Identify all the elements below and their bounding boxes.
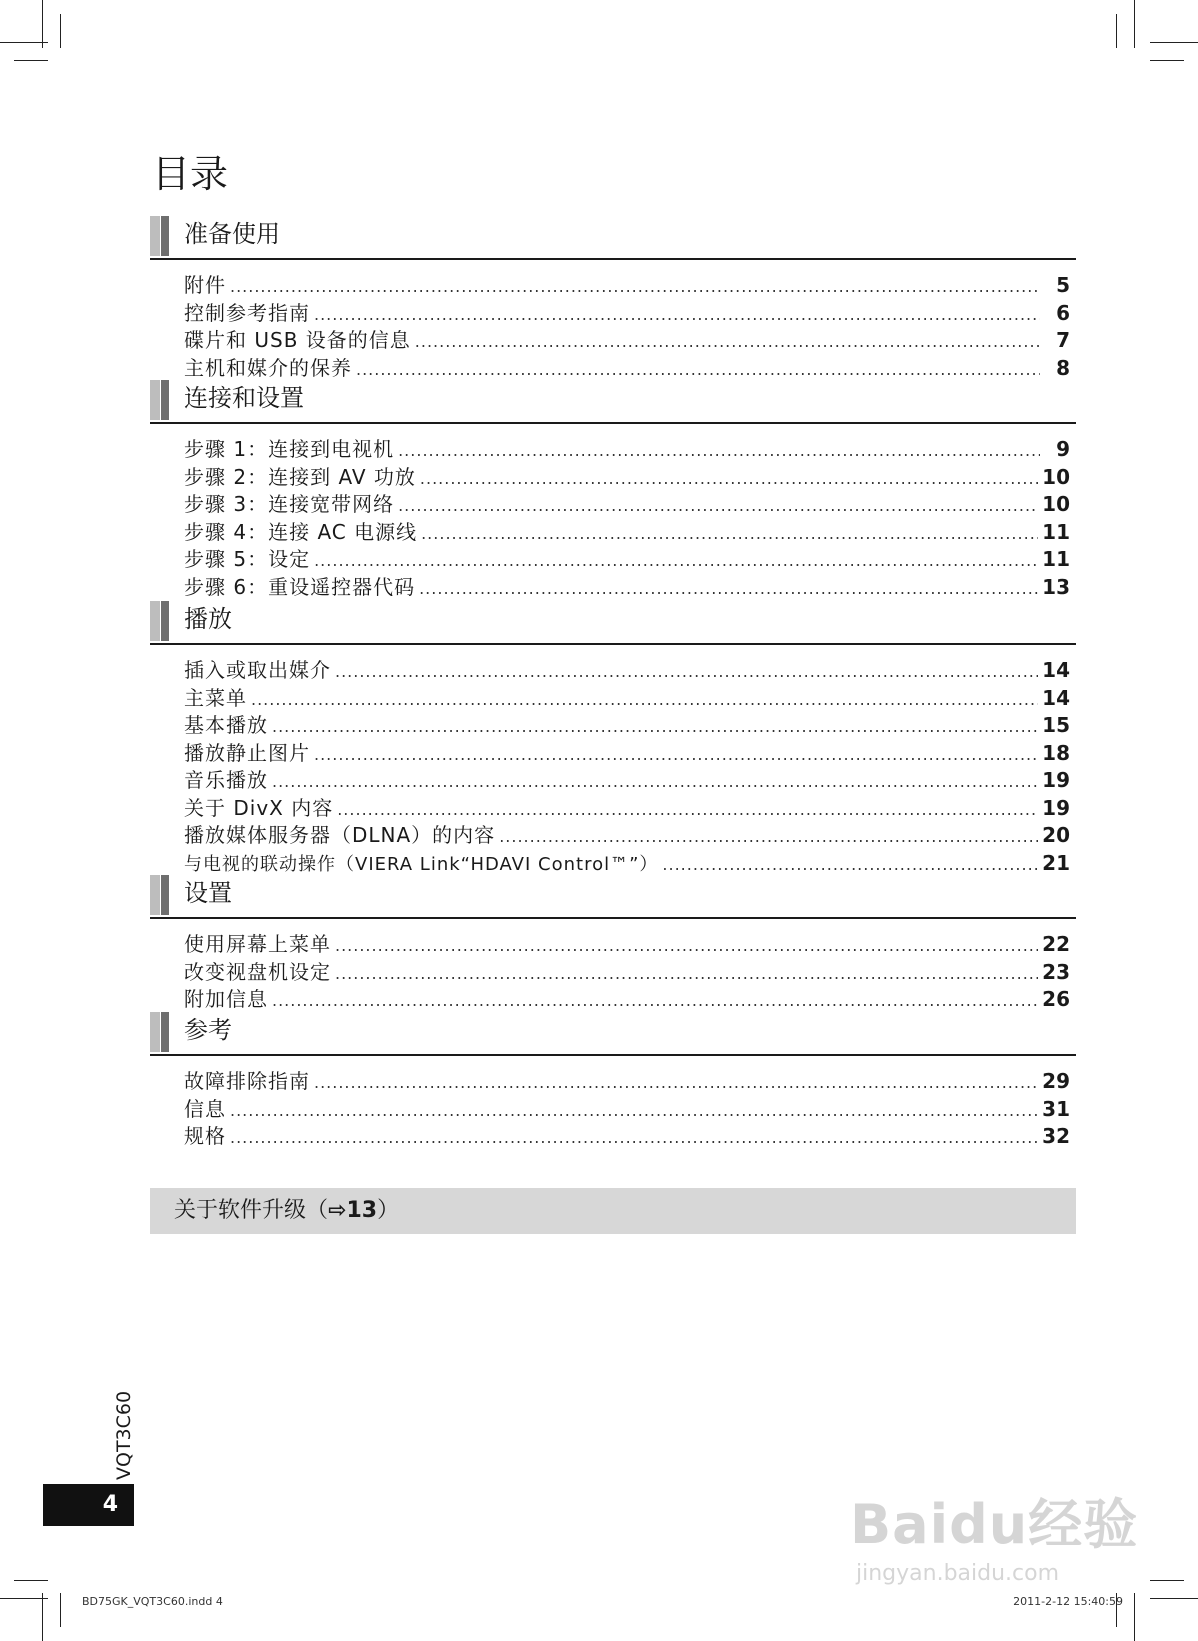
toc-entry-label: 附加信息 (184, 987, 268, 1011)
toc-entry-label: 插入或取出媒介 (184, 658, 331, 682)
toc-entry-page: 7 (1056, 328, 1070, 352)
toc-entry-page: 14 (1042, 685, 1070, 710)
toc-section-reference (150, 1010, 1076, 1151)
toc-entry-page: 20 (1042, 823, 1070, 847)
toc-entry[interactable] (184, 1123, 1076, 1151)
section-marker (161, 601, 169, 641)
page-number: 4 (102, 1492, 118, 1517)
toc-entry[interactable] (184, 272, 1076, 300)
baidu-watermark (850, 1465, 1140, 1595)
toc-entry-label: 播放静止图片 (184, 740, 310, 765)
toc-entry[interactable] (184, 795, 1076, 823)
toc-entry-page: 15 (1042, 713, 1070, 737)
toc-entry-label: 步骤 3：连接宽带网络 (184, 492, 395, 516)
toc-entry-page: 19 (1042, 768, 1070, 792)
crop-mark (60, 14, 61, 48)
toc-list (150, 436, 1076, 601)
toc-entry-label: 步骤 1：连接到电视机 (184, 437, 395, 461)
crop-mark (1134, 1593, 1135, 1641)
dot-leader (499, 823, 1038, 851)
toc-entry-page: 22 (1042, 932, 1070, 956)
dot-leader (230, 1124, 1038, 1152)
toc-entry-label: 步骤 6：重设遥控器代码 (184, 574, 416, 599)
toc-entry-page: 9 (1056, 437, 1070, 461)
section-marker (150, 380, 160, 420)
toc-entry-page: 31 (1042, 1096, 1070, 1121)
watermark-logo: Baidu经验 (850, 1493, 1139, 1556)
toc-entry[interactable] (184, 931, 1076, 959)
toc-entry-label: 播放媒体服务器（DLNA）的内容 (184, 823, 496, 847)
toc-entry-page: 32 (1042, 1124, 1070, 1148)
section-title: 参考 (184, 1016, 232, 1044)
crop-mark (1150, 1598, 1198, 1599)
toc-list (150, 1068, 1076, 1151)
dot-leader (272, 768, 1038, 796)
section-marker (150, 875, 160, 915)
dot-leader (421, 520, 1038, 548)
section-marker (161, 380, 169, 420)
toc-entry-page: 13 (1042, 574, 1070, 599)
toc-entry-label: 步骤 2：连接到 AV 功放 (184, 464, 416, 489)
toc-entry-page: 8 (1056, 355, 1070, 380)
section-header (150, 873, 1076, 919)
toc-entry[interactable] (184, 1096, 1076, 1124)
toc-list (150, 272, 1076, 382)
crop-mark (1150, 42, 1198, 43)
toc-entry[interactable] (184, 712, 1076, 740)
toc-entry-label: 附件 (184, 273, 226, 297)
toc-entry-label: 基本播放 (184, 713, 268, 737)
toc-entry-label: 关于 DivX 内容 (184, 795, 334, 820)
toc-entry-page: 11 (1042, 519, 1070, 544)
toc-entry-label: 信息 (184, 1096, 226, 1121)
toc-section-settings (150, 873, 1076, 1014)
dot-leader (230, 1097, 1038, 1125)
toc-entry-label: 步骤 4：连接 AC 电源线 (184, 519, 418, 544)
dot-leader (314, 547, 1038, 575)
section-header (150, 214, 1076, 260)
section-title: 设置 (184, 879, 232, 907)
software-upgrade-note[interactable] (150, 1188, 1076, 1234)
dot-leader (419, 575, 1038, 603)
toc-entry[interactable] (184, 491, 1076, 519)
toc-entry-page: 11 (1042, 547, 1070, 571)
section-marker (150, 216, 160, 256)
crop-mark (1150, 1580, 1184, 1581)
dot-leader (335, 658, 1038, 686)
dot-leader (415, 328, 1040, 356)
toc-entry[interactable] (184, 685, 1076, 713)
toc-section-preparation (150, 214, 1076, 382)
watermark-url: jingyan.baidu.com (856, 1561, 1060, 1586)
toc-entry[interactable] (184, 767, 1076, 795)
toc-list (150, 657, 1076, 877)
toc-entry-page: 14 (1042, 658, 1070, 682)
toc-entry[interactable] (184, 740, 1076, 768)
toc-entry-page: 26 (1042, 987, 1070, 1011)
toc-entry-label: 故障排除指南 (184, 1069, 310, 1093)
crop-mark (42, 0, 43, 48)
dot-leader (251, 686, 1038, 714)
toc-entry-label: 规格 (184, 1124, 226, 1148)
dot-leader (337, 796, 1038, 824)
toc-section-playback (150, 599, 1076, 877)
toc-entry-label: 主机和媒介的保养 (184, 355, 352, 380)
crop-mark (1150, 60, 1184, 61)
toc-entry[interactable] (184, 574, 1076, 602)
toc-entry[interactable] (184, 822, 1076, 850)
upgrade-label: 关于软件升级（ (174, 1198, 329, 1223)
section-title: 播放 (184, 605, 232, 633)
section-marker (150, 601, 160, 641)
dot-leader (335, 960, 1038, 988)
toc-entry[interactable] (184, 657, 1076, 685)
dot-leader (230, 273, 1040, 301)
toc-entry-page: 19 (1042, 795, 1070, 820)
toc-entry[interactable] (184, 327, 1076, 355)
dot-leader (335, 932, 1038, 960)
file-slug: BD75GK_VQT3C60.indd 4 (82, 1595, 223, 1608)
section-header (150, 378, 1076, 424)
section-marker (161, 216, 169, 256)
crop-mark (1134, 0, 1135, 48)
upgrade-text (174, 1196, 399, 1226)
toc-entry-page: 29 (1042, 1069, 1070, 1093)
toc-entry[interactable] (184, 300, 1076, 328)
toc-entry-label: 改变视盘机设定 (184, 959, 331, 984)
print-timestamp: 2011-2-12 15:40:59 (1013, 1595, 1123, 1608)
dot-leader (272, 713, 1038, 741)
toc-entry-page: 10 (1042, 492, 1070, 516)
toc-entry-label: 与电视的联动操作（VIERA Link“HDAVI Control™”） (184, 853, 659, 875)
crop-mark (0, 1598, 48, 1599)
toc-entry[interactable] (184, 519, 1076, 547)
toc-entry[interactable] (184, 464, 1076, 492)
upgrade-close: ） (377, 1198, 400, 1223)
section-marker (161, 1012, 169, 1052)
dot-leader (314, 741, 1038, 769)
toc-entry-page: 5 (1056, 273, 1070, 297)
section-header (150, 599, 1076, 645)
dot-leader (398, 492, 1038, 520)
toc-entry-label: 主菜单 (184, 685, 247, 710)
toc-entry-label: 音乐播放 (184, 768, 268, 792)
section-marker (150, 1012, 160, 1052)
section-marker (161, 875, 169, 915)
toc-entry[interactable] (184, 546, 1076, 574)
toc-entry[interactable] (184, 436, 1076, 464)
crop-mark (42, 1593, 43, 1641)
toc-section-connection (150, 378, 1076, 601)
toc-entry-page: 6 (1056, 300, 1070, 325)
dot-leader (398, 437, 1040, 465)
dot-leader (314, 301, 1040, 329)
crop-mark (0, 42, 48, 43)
toc-entry-label: 步骤 5：设定 (184, 547, 311, 571)
section-title: 连接和设置 (184, 384, 304, 412)
crop-mark (1116, 14, 1117, 48)
document-code: VQT3C60 (113, 1390, 135, 1480)
page-title: 目录 (152, 152, 229, 196)
toc-entry-label: 碟片和 USB 设备的信息 (184, 328, 411, 352)
upgrade-page-ref[interactable]: ⇨13 (328, 1198, 378, 1223)
dot-leader (314, 1069, 1038, 1097)
toc-entry-label: 控制参考指南 (184, 300, 310, 325)
section-header (150, 1010, 1076, 1056)
toc-entry-page: 23 (1042, 959, 1070, 984)
toc-list (150, 931, 1076, 1014)
crop-mark (14, 60, 48, 61)
crop-mark (60, 1593, 61, 1627)
toc-entry-page: 21 (1042, 850, 1070, 875)
page-number-tab (43, 1484, 134, 1526)
toc-entry-page: 18 (1042, 740, 1070, 765)
toc-entry-page: 10 (1042, 464, 1070, 489)
toc-entry[interactable] (184, 959, 1076, 987)
toc-entry[interactable] (184, 1068, 1076, 1096)
dot-leader (420, 465, 1038, 493)
toc-entry-label: 使用屏幕上菜单 (184, 932, 331, 956)
crop-mark (14, 1580, 48, 1581)
section-title: 准备使用 (184, 220, 280, 248)
